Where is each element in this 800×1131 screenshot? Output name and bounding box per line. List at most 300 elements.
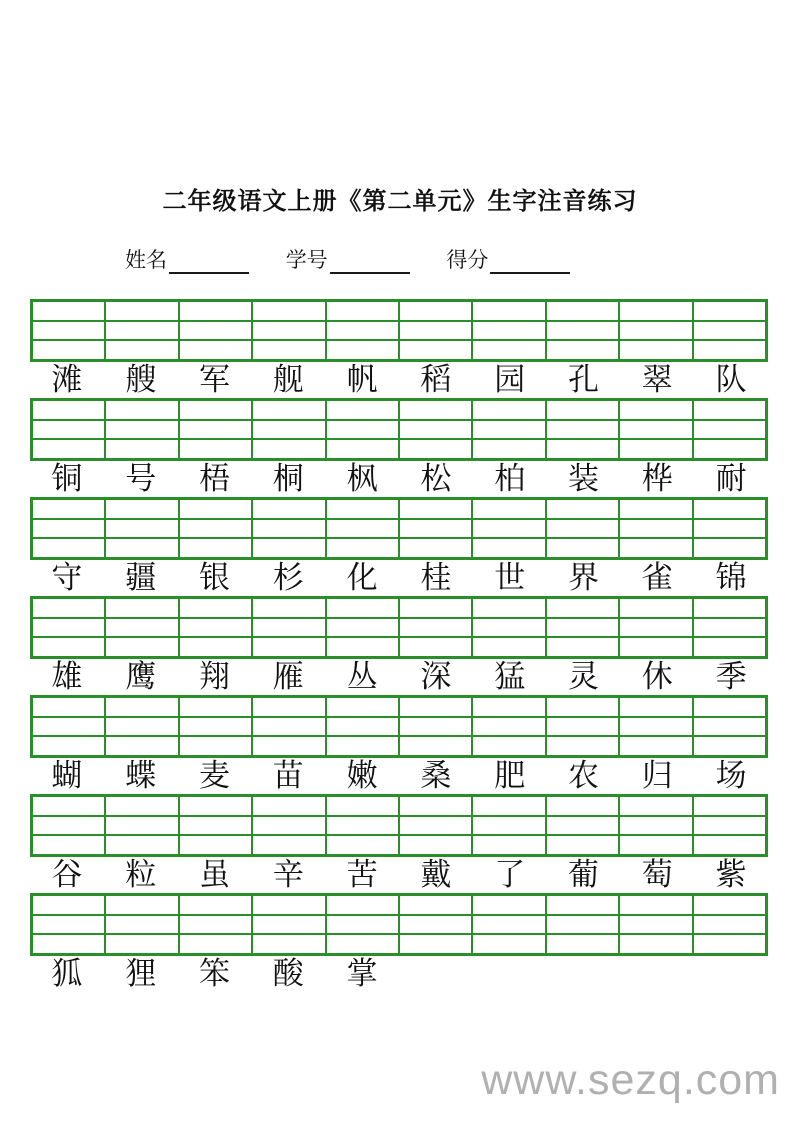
character-cell: 蝶: [125, 758, 157, 794]
pinyin-cell: [399, 796, 472, 816]
pinyin-cell: [326, 915, 399, 935]
character-cell: 耐: [715, 461, 747, 497]
character-cell: 杉: [272, 560, 304, 596]
pinyin-cell: [472, 637, 545, 657]
pinyin-cell: [179, 736, 252, 756]
pinyin-cell: [472, 538, 545, 558]
pinyin-cell: [693, 519, 766, 539]
pinyin-cell: [546, 835, 619, 855]
pinyin-cell: [326, 835, 399, 855]
pinyin-cell: [472, 400, 545, 420]
pinyin-cell: [472, 439, 545, 459]
pinyin-cell: [179, 519, 252, 539]
character-cell: 谷: [51, 857, 83, 893]
pinyin-cell: [32, 816, 105, 836]
pinyin-cell: [693, 895, 766, 915]
character-cell: 苦: [346, 857, 378, 893]
pinyin-cell: [399, 420, 472, 440]
character-cell: 葡: [567, 857, 599, 893]
character-cell: 帆: [346, 362, 378, 398]
pinyin-cell: [252, 796, 325, 816]
character-cell: 麦: [198, 758, 230, 794]
character-cell: 翠: [641, 362, 673, 398]
pinyin-cell: [472, 816, 545, 836]
pinyin-cell: [32, 400, 105, 420]
pinyin-cell: [32, 637, 105, 657]
pinyin-cell: [619, 301, 692, 321]
pinyin-cell: [32, 796, 105, 816]
character-cell: [399, 956, 473, 992]
pinyin-cell: [32, 439, 105, 459]
pinyin-cell: [693, 321, 766, 341]
pinyin-cell: [472, 598, 545, 618]
pinyin-cell: [252, 618, 325, 638]
pinyin-cell: [546, 618, 619, 638]
pinyin-cell: [252, 697, 325, 717]
pinyin-cell: [252, 400, 325, 420]
pinyin-cell: [252, 637, 325, 657]
pinyin-cell: [546, 519, 619, 539]
pinyin-cell: [546, 934, 619, 954]
pinyin-cell: [326, 420, 399, 440]
pinyin-cell: [179, 697, 252, 717]
pinyin-cell: [252, 816, 325, 836]
pinyin-cell: [619, 519, 692, 539]
pinyin-cell: [619, 934, 692, 954]
character-cell: 蝴: [51, 758, 83, 794]
pinyin-cell: [326, 439, 399, 459]
pinyin-cell: [399, 340, 472, 360]
page-title: 二年级语文上册《第二单元》生字注音练习: [162, 188, 638, 215]
character-cell: 银: [198, 560, 230, 596]
pinyin-cell: [472, 519, 545, 539]
pinyin-cell: [105, 915, 178, 935]
pinyin-cell: [619, 835, 692, 855]
pinyin-grid: [30, 893, 768, 956]
character-cell: 界: [567, 560, 599, 596]
character-cell: 疆: [125, 560, 157, 596]
character-cell: 农: [567, 758, 599, 794]
pinyin-cell: [472, 340, 545, 360]
pinyin-cell: [399, 400, 472, 420]
pinyin-cell: [32, 519, 105, 539]
character-cell: 柏: [494, 461, 526, 497]
practice-sections: [30, 299, 768, 992]
pinyin-cell: [179, 301, 252, 321]
pinyin-cell: [105, 637, 178, 657]
character-cell: 队: [715, 362, 747, 398]
pinyin-cell: [693, 796, 766, 816]
pinyin-cell: [326, 538, 399, 558]
character-cell: 孔: [567, 362, 599, 398]
pinyin-cell: [179, 340, 252, 360]
pinyin-cell: [546, 717, 619, 737]
pinyin-cell: [399, 519, 472, 539]
pinyin-cell: [619, 439, 692, 459]
character-cell: 归: [641, 758, 673, 794]
pinyin-cell: [105, 420, 178, 440]
character-cell: 装: [567, 461, 599, 497]
pinyin-cell: [179, 934, 252, 954]
pinyin-cell: [619, 340, 692, 360]
character-cell: 雄: [51, 659, 83, 695]
character-cell: 滩: [51, 362, 83, 398]
pinyin-cell: [252, 915, 325, 935]
pinyin-cell: [472, 697, 545, 717]
pinyin-cell: [399, 895, 472, 915]
pinyin-cell: [546, 499, 619, 519]
pinyin-cell: [693, 717, 766, 737]
character-cell: 萄: [641, 857, 673, 893]
character-cell: 了: [494, 857, 526, 893]
pinyin-cell: [105, 796, 178, 816]
character-cell: 虽: [198, 857, 230, 893]
pinyin-cell: [326, 736, 399, 756]
character-cell: 桐: [272, 461, 304, 497]
pinyin-cell: [472, 796, 545, 816]
character-row: [30, 956, 768, 992]
pinyin-cell: [252, 538, 325, 558]
pinyin-cell: [105, 816, 178, 836]
character-cell: 猛: [494, 659, 526, 695]
character-cell: [620, 956, 694, 992]
pinyin-cell: [179, 637, 252, 657]
pinyin-cell: [32, 736, 105, 756]
character-cell: 雁: [272, 659, 304, 695]
character-cell: 军: [198, 362, 230, 398]
pinyin-cell: [326, 340, 399, 360]
pinyin-cell: [693, 538, 766, 558]
pinyin-cell: [399, 816, 472, 836]
practice-section: [30, 794, 768, 893]
pinyin-cell: [326, 618, 399, 638]
pinyin-cell: [472, 301, 545, 321]
pinyin-cell: [693, 340, 766, 360]
character-cell: 艘: [125, 362, 157, 398]
pinyin-cell: [693, 697, 766, 717]
pinyin-cell: [546, 697, 619, 717]
pinyin-cell: [399, 835, 472, 855]
pinyin-cell: [619, 895, 692, 915]
pinyin-cell: [32, 934, 105, 954]
pinyin-cell: [179, 499, 252, 519]
pinyin-cell: [179, 895, 252, 915]
character-cell: 季: [715, 659, 747, 695]
character-row: [30, 857, 768, 893]
character-cell: 铜: [51, 461, 83, 497]
pinyin-cell: [105, 439, 178, 459]
name-field-group: [125, 244, 249, 274]
score-label: 得分: [446, 248, 489, 272]
pinyin-cell: [693, 439, 766, 459]
pinyin-grid: [30, 398, 768, 461]
pinyin-cell: [399, 618, 472, 638]
pinyin-cell: [326, 637, 399, 657]
pinyin-cell: [693, 420, 766, 440]
pinyin-cell: [693, 816, 766, 836]
pinyin-cell: [693, 598, 766, 618]
pinyin-cell: [326, 697, 399, 717]
pinyin-cell: [105, 697, 178, 717]
character-cell: 紫: [715, 857, 747, 893]
pinyin-cell: [32, 499, 105, 519]
pinyin-cell: [472, 934, 545, 954]
score-blank-line: [490, 250, 570, 274]
pinyin-cell: [472, 915, 545, 935]
pinyin-cell: [252, 499, 325, 519]
pinyin-cell: [693, 499, 766, 519]
character-row: [30, 362, 768, 398]
character-cell: [547, 956, 621, 992]
pinyin-cell: [619, 637, 692, 657]
pinyin-cell: [472, 321, 545, 341]
character-cell: 戴: [420, 857, 452, 893]
character-cell: 稻: [420, 362, 452, 398]
pinyin-cell: [693, 934, 766, 954]
pinyin-cell: [546, 420, 619, 440]
pinyin-cell: [619, 420, 692, 440]
practice-section: [30, 497, 768, 596]
character-cell: 狸: [125, 956, 157, 992]
pinyin-cell: [32, 598, 105, 618]
pinyin-cell: [32, 835, 105, 855]
character-cell: 桑: [420, 758, 452, 794]
student-id-field-group: [286, 244, 410, 274]
pinyin-cell: [546, 340, 619, 360]
pinyin-cell: [105, 400, 178, 420]
pinyin-cell: [546, 321, 619, 341]
practice-section: [30, 596, 768, 695]
pinyin-cell: [546, 915, 619, 935]
character-cell: 化: [346, 560, 378, 596]
character-cell: 枫: [346, 461, 378, 497]
pinyin-cell: [399, 321, 472, 341]
pinyin-grid: [30, 497, 768, 560]
pinyin-cell: [32, 895, 105, 915]
pinyin-cell: [105, 499, 178, 519]
pinyin-cell: [399, 934, 472, 954]
watermark: www.sezq.com: [481, 1056, 780, 1104]
pinyin-cell: [546, 439, 619, 459]
pinyin-cell: [252, 301, 325, 321]
character-row: [30, 560, 768, 596]
pinyin-cell: [105, 301, 178, 321]
pinyin-cell: [693, 915, 766, 935]
practice-section: [30, 695, 768, 794]
pinyin-cell: [399, 697, 472, 717]
pinyin-cell: [619, 321, 692, 341]
character-cell: 灵: [567, 659, 599, 695]
pinyin-cell: [693, 736, 766, 756]
character-cell: 锦: [715, 560, 747, 596]
pinyin-cell: [105, 934, 178, 954]
pinyin-cell: [619, 697, 692, 717]
character-cell: 雀: [641, 560, 673, 596]
pinyin-cell: [326, 717, 399, 737]
pinyin-cell: [105, 538, 178, 558]
pinyin-cell: [399, 637, 472, 657]
character-cell: 松: [420, 461, 452, 497]
student-id-label: 学号: [285, 248, 328, 272]
pinyin-cell: [252, 321, 325, 341]
character-cell: 肥: [494, 758, 526, 794]
pinyin-cell: [252, 717, 325, 737]
pinyin-cell: [619, 816, 692, 836]
pinyin-cell: [179, 796, 252, 816]
character-cell: [473, 956, 547, 992]
pinyin-cell: [326, 301, 399, 321]
character-cell: 号: [125, 461, 157, 497]
pinyin-cell: [693, 400, 766, 420]
pinyin-cell: [546, 637, 619, 657]
pinyin-grid: [30, 695, 768, 758]
character-cell: 休: [641, 659, 673, 695]
pinyin-cell: [619, 796, 692, 816]
pinyin-cell: [472, 420, 545, 440]
pinyin-cell: [619, 717, 692, 737]
pinyin-cell: [326, 895, 399, 915]
pinyin-cell: [693, 301, 766, 321]
character-cell: 嫩: [346, 758, 378, 794]
pinyin-cell: [472, 717, 545, 737]
pinyin-cell: [326, 321, 399, 341]
student-info-line: [125, 244, 600, 274]
pinyin-cell: [619, 736, 692, 756]
pinyin-cell: [546, 816, 619, 836]
pinyin-cell: [179, 420, 252, 440]
practice-section: [30, 398, 768, 497]
pinyin-cell: [252, 439, 325, 459]
character-cell: 粒: [125, 857, 157, 893]
score-field-group: [446, 244, 570, 274]
pinyin-cell: [179, 439, 252, 459]
pinyin-cell: [105, 618, 178, 638]
pinyin-cell: [546, 736, 619, 756]
pinyin-cell: [179, 598, 252, 618]
character-cell: 鹰: [125, 659, 157, 695]
pinyin-cell: [472, 736, 545, 756]
pinyin-cell: [252, 934, 325, 954]
pinyin-cell: [105, 835, 178, 855]
pinyin-cell: [326, 796, 399, 816]
pinyin-cell: [326, 934, 399, 954]
pinyin-cell: [326, 816, 399, 836]
pinyin-cell: [179, 816, 252, 836]
character-cell: 守: [51, 560, 83, 596]
pinyin-cell: [179, 915, 252, 935]
pinyin-cell: [619, 538, 692, 558]
pinyin-cell: [105, 895, 178, 915]
name-blank-line: [169, 250, 249, 274]
pinyin-cell: [179, 835, 252, 855]
practice-section: [30, 299, 768, 398]
pinyin-cell: [105, 321, 178, 341]
character-row: [30, 659, 768, 695]
pinyin-cell: [399, 717, 472, 737]
pinyin-cell: [693, 835, 766, 855]
character-cell: 辛: [272, 857, 304, 893]
pinyin-cell: [619, 400, 692, 420]
pinyin-cell: [546, 400, 619, 420]
pinyin-cell: [546, 796, 619, 816]
character-cell: 舰: [272, 362, 304, 398]
pinyin-cell: [399, 598, 472, 618]
character-cell: 酸: [272, 956, 304, 992]
pinyin-cell: [105, 736, 178, 756]
pinyin-grid: [30, 299, 768, 362]
character-cell: 翔: [198, 659, 230, 695]
pinyin-cell: [619, 618, 692, 638]
pinyin-cell: [326, 598, 399, 618]
pinyin-cell: [399, 538, 472, 558]
pinyin-cell: [472, 895, 545, 915]
pinyin-cell: [546, 538, 619, 558]
pinyin-cell: [252, 736, 325, 756]
pinyin-cell: [32, 340, 105, 360]
character-cell: 苗: [272, 758, 304, 794]
pinyin-cell: [399, 499, 472, 519]
pinyin-cell: [326, 400, 399, 420]
pinyin-cell: [105, 717, 178, 737]
pinyin-cell: [32, 538, 105, 558]
character-cell: [694, 956, 768, 992]
pinyin-cell: [472, 835, 545, 855]
pinyin-cell: [179, 321, 252, 341]
pinyin-cell: [619, 499, 692, 519]
pinyin-grid: [30, 596, 768, 659]
pinyin-cell: [179, 400, 252, 420]
pinyin-cell: [326, 519, 399, 539]
pinyin-cell: [32, 915, 105, 935]
character-cell: 园: [494, 362, 526, 398]
name-label: 姓名: [125, 248, 167, 272]
pinyin-cell: [546, 301, 619, 321]
character-cell: 梧: [198, 461, 230, 497]
pinyin-cell: [252, 835, 325, 855]
pinyin-cell: [32, 717, 105, 737]
pinyin-cell: [32, 321, 105, 341]
pinyin-cell: [619, 598, 692, 618]
student-id-blank-line: [330, 250, 410, 274]
pinyin-cell: [179, 717, 252, 737]
character-cell: 深: [420, 659, 452, 695]
pinyin-cell: [32, 618, 105, 638]
pinyin-cell: [399, 915, 472, 935]
pinyin-cell: [252, 340, 325, 360]
pinyin-cell: [693, 618, 766, 638]
pinyin-cell: [546, 895, 619, 915]
pinyin-cell: [546, 598, 619, 618]
pinyin-cell: [179, 538, 252, 558]
character-cell: 世: [494, 560, 526, 596]
character-cell: 桦: [641, 461, 673, 497]
character-row: [30, 758, 768, 794]
pinyin-cell: [105, 340, 178, 360]
pinyin-cell: [105, 598, 178, 618]
character-cell: 狐: [51, 956, 83, 992]
pinyin-grid: [30, 794, 768, 857]
pinyin-cell: [472, 618, 545, 638]
character-row: [30, 461, 768, 497]
pinyin-cell: [179, 618, 252, 638]
pinyin-cell: [252, 519, 325, 539]
character-cell: 桂: [420, 560, 452, 596]
pinyin-cell: [252, 420, 325, 440]
pinyin-cell: [399, 736, 472, 756]
pinyin-cell: [252, 598, 325, 618]
pinyin-cell: [105, 519, 178, 539]
character-cell: 笨: [198, 956, 230, 992]
